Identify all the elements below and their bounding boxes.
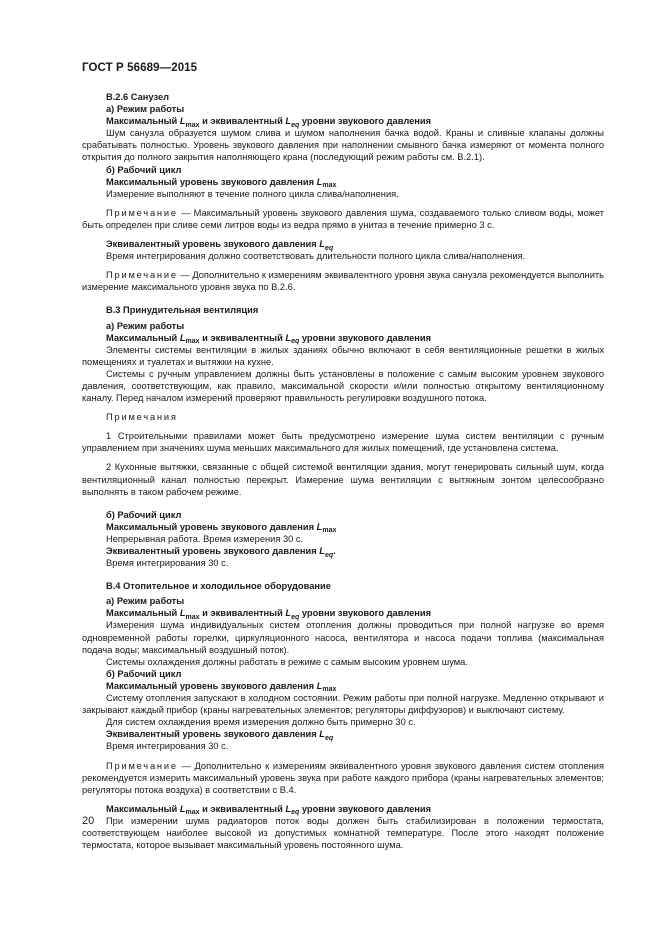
page-number: 20 xyxy=(82,815,95,827)
b4-paragraph-4: Для систем охлаждения время измерения должно быть примерно 30 с. xyxy=(106,717,416,728)
b4-paragraph-1: Измерения шума индивидуальных систем отопления должны проводиться при полной нагрузке во время одновременной работы горелки, циркуляционного насоса, вентилятора и насоса подачи топлива (максимальная подача воды; максимальный воздушный поток). xyxy=(82,620,604,655)
b3-eq-text: Время интегрирования 30 с. xyxy=(106,558,229,569)
b4-paragraph-2: Системы охлаждения должны работать в режиме с самым высоким уровнем шума. xyxy=(106,656,468,667)
b4-eq-text: Время интегрирования 30 с. xyxy=(106,741,229,752)
b26-cycle-heading: б) Рабочий цикл xyxy=(106,164,182,175)
b26-mode-heading: а) Режим работы xyxy=(106,104,185,115)
section-b4-title: В.4 Отопительное и холодильное оборудование xyxy=(106,581,331,592)
b3-max-text: Непрерывная работа. Время измерения 30 с. xyxy=(106,533,304,544)
b3-cycle-heading: б) Рабочий цикл xyxy=(106,509,182,520)
b26-max-eq-heading: Максимальный $L_{max}$ и эквивалентный $L_{eq}$ уровни звукового давления xyxy=(106,116,432,129)
b3-paragraph-1: Элементы системы вентиляции в жилых зданиях обычно включают в себя вентиляционные решетки в жилых помещениях и туалетах и вытяжки на кухне. xyxy=(82,344,604,367)
b3-max-eq-heading: Максимальный $L_{max}$ и эквивалентный $L_{eq}$ уровни звукового давления xyxy=(106,332,432,346)
b3-mode-heading: а) Режим работы xyxy=(106,320,185,331)
b3-note-2: 2 Кухонные вытяжки, связанные с общей системой вентиляции здания, могут генерировать сильный шум, когда вентиляционный канал полностью перекрыт. Измерение шума вентиляции с вытяжным зонтом целесообразно выполнять в таком рабочем режиме. xyxy=(82,462,604,497)
b3-max-level-heading: Максимальный уровень звукового давления $L_{max}$ xyxy=(106,521,337,535)
b4-eq-level-heading: Эквивалентный уровень звукового давления $L_{eq}$ xyxy=(106,729,334,742)
standard-header: ГОСТ Р 56689—2015 xyxy=(82,62,198,74)
b4-max-eq-heading-2: Максимальный $L_{max}$ и эквивалентный $L_{eq}$ уровни звукового давления xyxy=(106,803,432,817)
b3-notes-label: Примечания xyxy=(106,412,178,423)
b3-paragraph-2: Системы с ручным управлением должны быть установлены в положение с самым высоким уровнем звукового давления, соответствующим, как правило, максимальной скорости и/или полностью открытому вентиляционному каналу. Перед началом измерений проверяют правильность регулировки воздушного потока. xyxy=(82,368,604,404)
b3-note-1: 1 Строительными правилами может быть предусмотрено измерение шума систем вентиляции с ручным управлением при значениях шума меньших максимального для жилых помещений, где установлена система. xyxy=(82,431,604,454)
b26-eq-text: Время интегрирования должно соответствовать длительности полного цикла слива/наполнения. xyxy=(106,251,526,262)
b26-max-level-heading: Максимальный уровень звукового давления $L_{max}$ xyxy=(106,176,337,190)
b4-max-eq-heading: Максимальный $L_{max}$ и эквивалентный $L_{eq}$ уровни звукового давления xyxy=(106,608,432,621)
b26-paragraph-1: Шум санузла образуется шумом слива и шумом наполнения бачка водой. Краны и сливные клапаны должны срабатывать полностью. Уровень звукового давления при наполнении смывного бачка измеряют от момента полного открытия до полного закрытия наполняющего крана (последующий режим работы см. В.2.1). xyxy=(82,128,604,163)
b26-measure-text: Измерение выполняют в течение полного цикла слива/наполнения. xyxy=(106,188,399,199)
b26-eq-level-heading: Эквивалентный уровень звукового давления $L_{eq}$ xyxy=(106,239,334,252)
b4-cycle-heading: б) Рабочий цикл xyxy=(106,668,182,679)
b3-eq-level-heading: Эквивалентный уровень звукового давления $L_{eq}$. xyxy=(106,546,336,559)
section-b3-title: В.3 Принудительная вентиляция xyxy=(106,305,259,316)
b26-note-2: Примечание — Дополнительно к измерениям эквивалентного уровня звука санузла рекомендуется выполнить измерение максимального уровня звука по В.2.6. xyxy=(82,270,604,293)
b4-paragraph-3: Систему отопления запускают в холодном состоянии. Режим работы при полной нагрузке. Медленно открывают и закрывают каждый прибор (краны нагревательных элементов; регуляторы диффузоров) и выключают систему. xyxy=(82,693,604,716)
b4-max-level-heading: Максимальный уровень звукового давления $L_{max}$ xyxy=(106,680,337,694)
b4-note-1: Примечание — Дополнительно к измерениям эквивалентного уровня звукового давления систем отопления рекомендуется измерить максимальный уровень звука при работе каждого прибора (краны нагревательных элементов; регуляторы потока воздуха) в соответствии с В.4. xyxy=(82,760,604,795)
document-body xyxy=(82,91,604,851)
b26-note-1: Примечание — Максимальный уровень звукового давления шума, создаваемого только сливом воды, может быть определен при сливе семи литров воды из ведра прямо в унитаз в течение примерно 3 с. xyxy=(82,207,604,230)
section-b26-title: В.2.6 Санузел xyxy=(106,92,170,102)
b4-paragraph-5: При измерении шума радиаторов поток воды должен быть стабилизирован в положении термостата, соответствующем наиболее высокой из допустимых комнатной температуре. После этого находят положение термостата, которое вызывает максимальный уровень постоянного шума. xyxy=(82,815,604,851)
b4-mode-heading: а) Режим работы xyxy=(106,596,185,607)
